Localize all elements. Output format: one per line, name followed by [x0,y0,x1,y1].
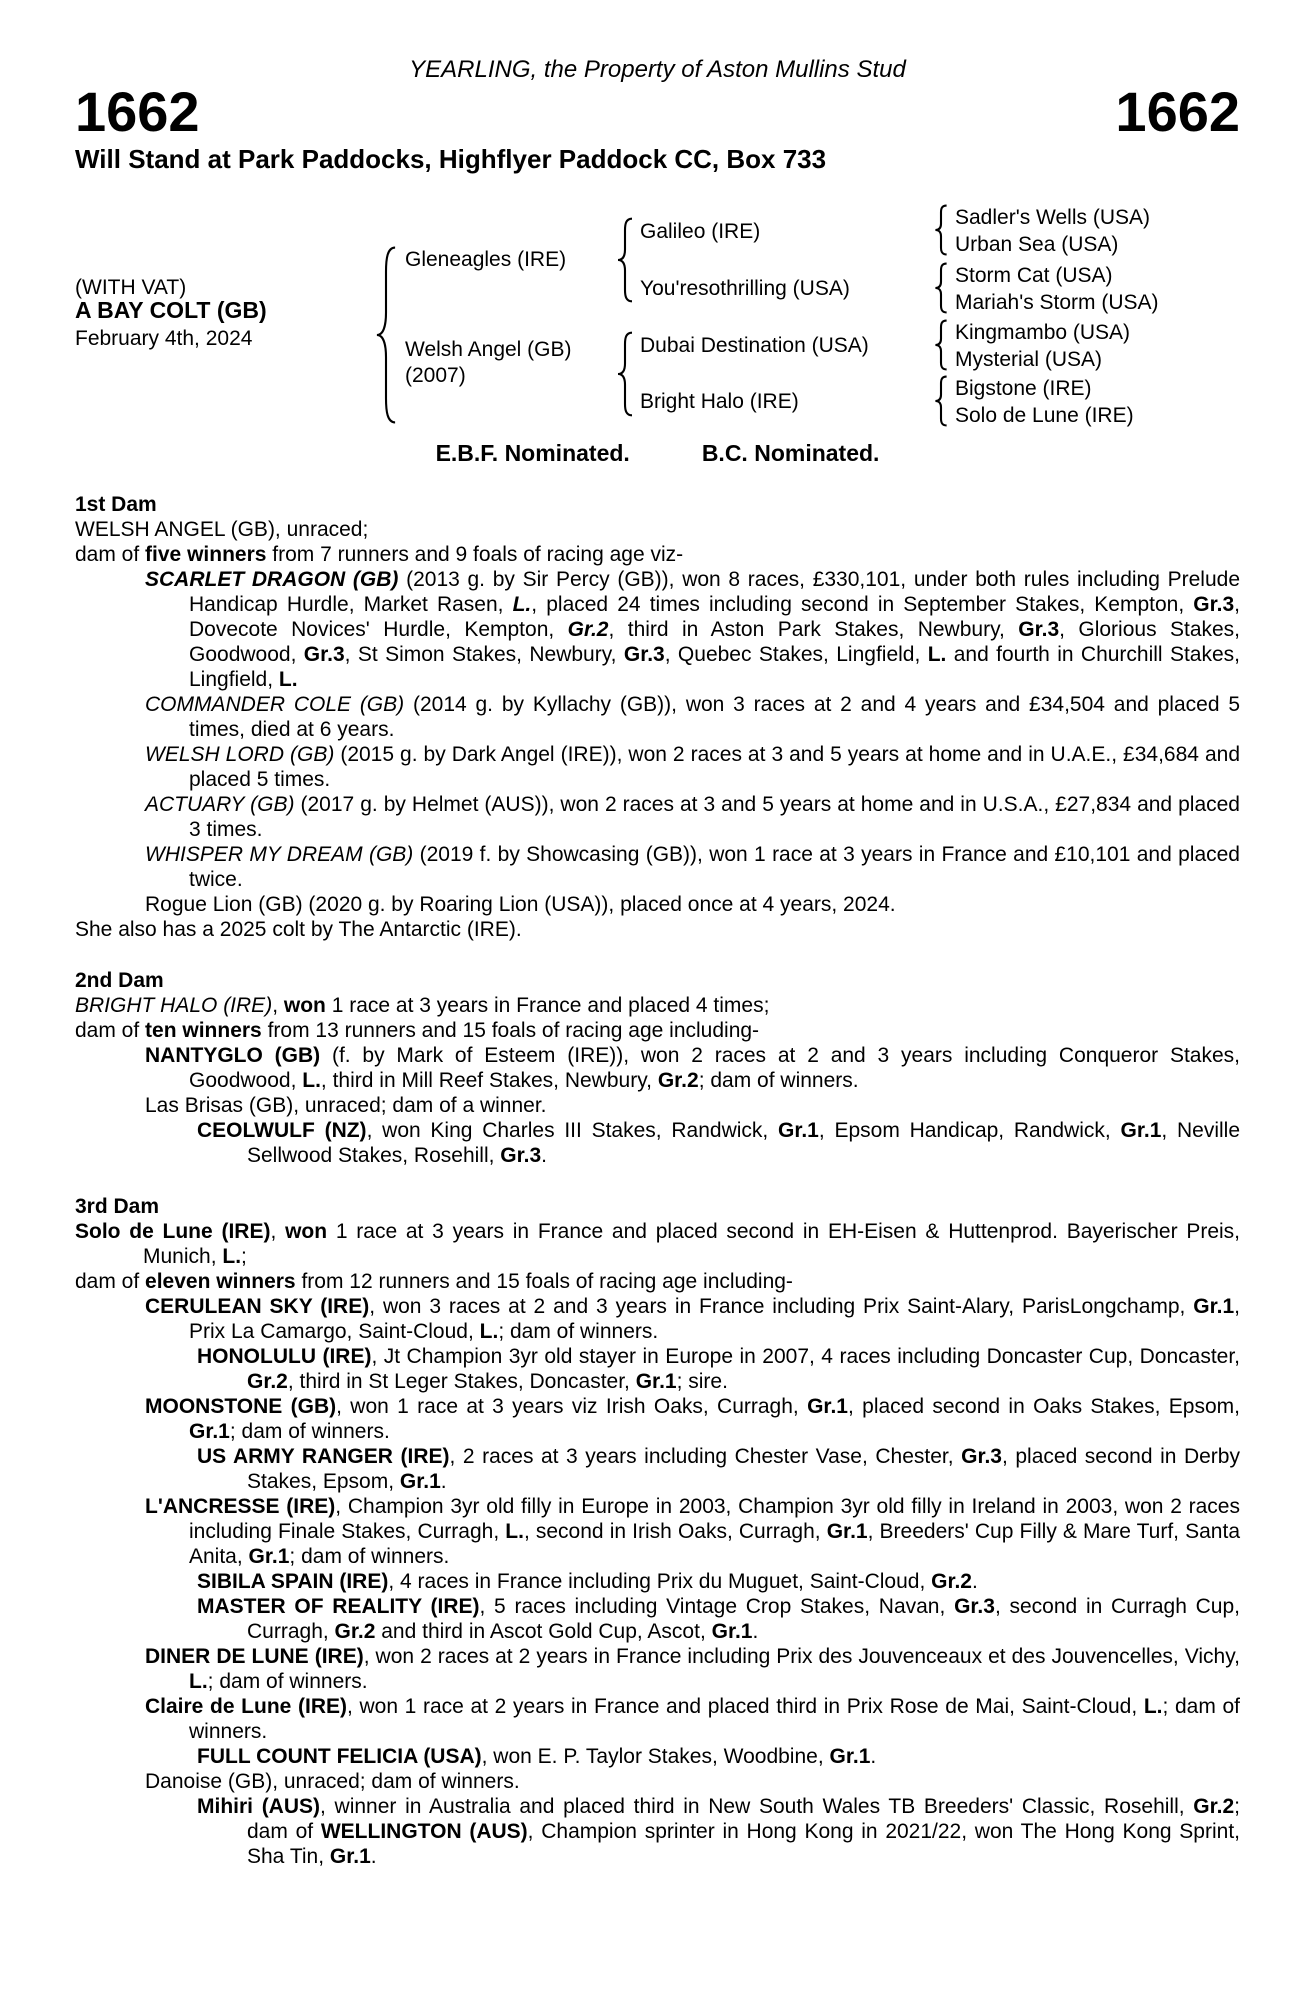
great-granddam-3: Mysterial (USA) [955,348,1103,371]
pedigree-brace [615,330,635,418]
pedigree-paragraph: Claire de Lune (IRE), won 1 race at 2 years in France and placed third in Prix Rose de Mai, Saint-Cloud, L.; dam of winners. [145,1695,1241,1743]
ebf-nominated-label: E.B.F. Nominated. [435,440,630,466]
pedigree-brace [373,242,399,428]
dam-sections [75,492,1240,1869]
pedigree-paragraph: Danoise (GB), unraced; dam of winners. [145,1770,520,1793]
pedigree-paragraph: WHISPER MY DREAM (GB) (2019 f. by Showcasing (GB)), won 1 race at 3 years in France and £10,101 and placed twice. [145,843,1240,891]
lot-number-row [75,80,1240,143]
pedigree-paragraph: dam of eleven winners from 12 runners and 15 foals of racing age including- [75,1270,793,1293]
great-grandsire-1: Sadler's Wells (USA) [955,206,1150,229]
stand-location-line: Will Stand at Park Paddocks, Highflyer Paddock CC, Box 733 [75,144,827,174]
dam-heading: 3rd Dam [75,1195,160,1218]
great-granddam-1: Urban Sea (USA) [955,233,1119,256]
pedigree-paragraph: dam of five winners from 7 runners and 9 foals of racing age viz- [75,543,684,566]
pedigree-chart [75,176,1240,434]
pedigree-paragraph: US ARMY RANGER (IRE), 2 races at 3 years including Chester Vase, Chester, Gr.3, placed second in Derby Stakes, Epsom, Gr.1. [197,1445,1240,1493]
pedigree-paragraph: Las Brisas (GB), unraced; dam of a winner. [145,1094,547,1117]
vat-note: (WITH VAT) [75,276,187,299]
dam-sire-name: Dubai Destination (USA) [640,334,869,357]
sire-dam-name: You'resothrilling (USA) [640,277,850,300]
lot-number-left: 1662 [75,80,200,143]
pedigree-brace [933,262,949,314]
pedigree-paragraph: BRIGHT HALO (IRE), won 1 race at 3 years in France and placed 4 times; [75,994,770,1017]
sire-sire-name: Galileo (IRE) [640,220,761,243]
dam-section [75,492,1240,942]
pedigree-paragraph: Rogue Lion (GB) (2020 g. by Roaring Lion (USA)), placed once at 4 years, 2024. [145,893,896,916]
pedigree-paragraph: DINER DE LUNE (IRE), won 2 races at 2 years in France including Prix des Jouvenceaux et des Jouvencelles, Vichy, L.; dam of winners. [145,1645,1240,1693]
dam-name: Welsh Angel (GB) [405,338,572,361]
pedigree-paragraph: CEOLWULF (NZ), won King Charles III Stakes, Randwick, Gr.1, Epsom Handicap, Randwick, Gr.1, Neville Sellwood Stakes, Rosehill, Gr.3. [197,1119,1240,1167]
pedigree-paragraph: WELSH ANGEL (GB), unraced; [75,518,369,541]
pedigree-brace [615,216,635,304]
pedigree-paragraph: MASTER OF REALITY (IRE), 5 races including Vintage Crop Stakes, Navan, Gr.3, second in Curragh Cup, Curragh, Gr.2 and third in Ascot Gold Cup, Ascot, Gr.1. [197,1595,1240,1643]
great-grandsire-3: Kingmambo (USA) [955,321,1131,344]
sire-name: Gleneagles (IRE) [405,248,567,271]
pedigree-brace [933,204,949,256]
nominations-line [75,440,1240,466]
pedigree-paragraph: Mihiri (AUS), winner in Australia and placed third in New South Wales TB Breeders' Classic, Rosehill, Gr.2; dam of WELLINGTON (AUS), Champion sprinter in Hong Kong in 2021/22, won The Hong Kong Sprint, Sha Tin, Gr.1. [197,1795,1240,1868]
foal-date: February 4th, 2024 [75,327,253,350]
lot-number-right: 1662 [1115,80,1240,143]
colt-name: A BAY COLT (GB) [75,297,267,323]
pedigree-brace [933,319,949,371]
dam-section [75,1194,1240,1869]
dam-heading: 1st Dam [75,493,157,516]
bc-nominated-label: B.C. Nominated. [701,440,880,466]
property-line: YEARLING, the Property of Aston Mullins Stud [409,56,906,83]
pedigree-paragraph: L'ANCRESSE (IRE), Champion 3yr old filly in Europe in 2003, Champion 3yr old filly in Ireland in 2003, won 2 races including Finale Stakes, Curragh, L., second in Irish Oaks, Curragh, Gr.1, Breeders' Cup Filly & Mare Turf, Santa Anita, Gr.1; dam of winners. [145,1495,1240,1568]
pedigree-brace [933,375,949,427]
dam-dam-name: Bright Halo (IRE) [640,390,799,413]
pedigree-paragraph: Solo de Lune (IRE), won 1 race at 3 years in France and placed second in EH-Eisen & Huttenprod. Bayerischer Preis, Munich, L.; [75,1220,1241,1268]
pedigree-paragraph: ACTUARY (GB) (2017 g. by Helmet (AUS)), won 2 races at 3 and 5 years at home and in U.S.A., £27,834 and placed 3 times. [145,793,1240,841]
pedigree-paragraph: SCARLET DRAGON (GB) (2013 g. by Sir Percy (GB)), won 8 races, £330,101, under both rules including Prelude Handicap Hurdle, Market Rasen, L., placed 24 times including second in September Stakes, Kempton, Gr.3, Dovecote Novices' Hurdle, Kempton, Gr.2, third in Aston Park Stakes, Newbury, Gr.3, Glorious Stakes, Goodwood, Gr.3, St Simon Stakes, Newbury, Gr.3, Quebec Stakes, Lingfield, L. and fourth in Churchill Stakes, Lingfield, L. [145,568,1241,691]
great-granddam-2: Mariah's Storm (USA) [955,291,1159,314]
great-grandsire-2: Storm Cat (USA) [955,264,1113,287]
pedigree-paragraph: COMMANDER COLE (GB) (2014 g. by Kyllachy (GB)), won 3 races at 2 and 4 years and £34,504 and placed 5 times, died at 6 years. [145,693,1240,741]
great-grandsire-4: Bigstone (IRE) [955,377,1092,400]
dam-section [75,968,1240,1168]
pedigree-paragraph: She also has a 2025 colt by The Antarctic (IRE). [75,918,522,941]
dam-heading: 2nd Dam [75,969,164,992]
great-granddam-4: Solo de Lune (IRE) [955,404,1134,427]
pedigree-paragraph: HONOLULU (IRE), Jt Champion 3yr old stayer in Europe in 2007, 4 races including Doncaster Cup, Doncaster, Gr.2, third in St Leger Stakes, Doncaster, Gr.1; sire. [197,1345,1240,1393]
pedigree-paragraph: CERULEAN SKY (IRE), won 3 races at 2 and 3 years in France including Prix Saint-Alary, ParisLongchamp, Gr.1, Prix La Camargo, Saint-Cloud, L.; dam of winners. [145,1295,1240,1343]
pedigree-paragraph: WELSH LORD (GB) (2015 g. by Dark Angel (IRE)), won 2 races at 3 and 5 years at home and in U.A.E., £34,684 and placed 5 times. [145,743,1240,791]
pedigree-paragraph: MOONSTONE (GB), won 1 race at 3 years viz Irish Oaks, Curragh, Gr.1, placed second in Oaks Stakes, Epsom, Gr.1; dam of winners. [145,1395,1240,1443]
dam-year: (2007) [405,364,466,387]
pedigree-paragraph: dam of ten winners from 13 runners and 15 foals of racing age including- [75,1019,760,1042]
pedigree-paragraph: NANTYGLO (GB) (f. by Mark of Esteem (IRE)), won 2 races at 2 and 3 years including Conqueror Stakes, Goodwood, L., third in Mill Reef Stakes, Newbury, Gr.2; dam of winners. [145,1044,1240,1092]
pedigree-paragraph: FULL COUNT FELICIA (USA), won E. P. Taylor Stakes, Woodbine, Gr.1. [197,1745,877,1768]
pedigree-paragraph: SIBILA SPAIN (IRE), 4 races in France including Prix du Muguet, Saint-Cloud, Gr.2. [197,1570,978,1593]
